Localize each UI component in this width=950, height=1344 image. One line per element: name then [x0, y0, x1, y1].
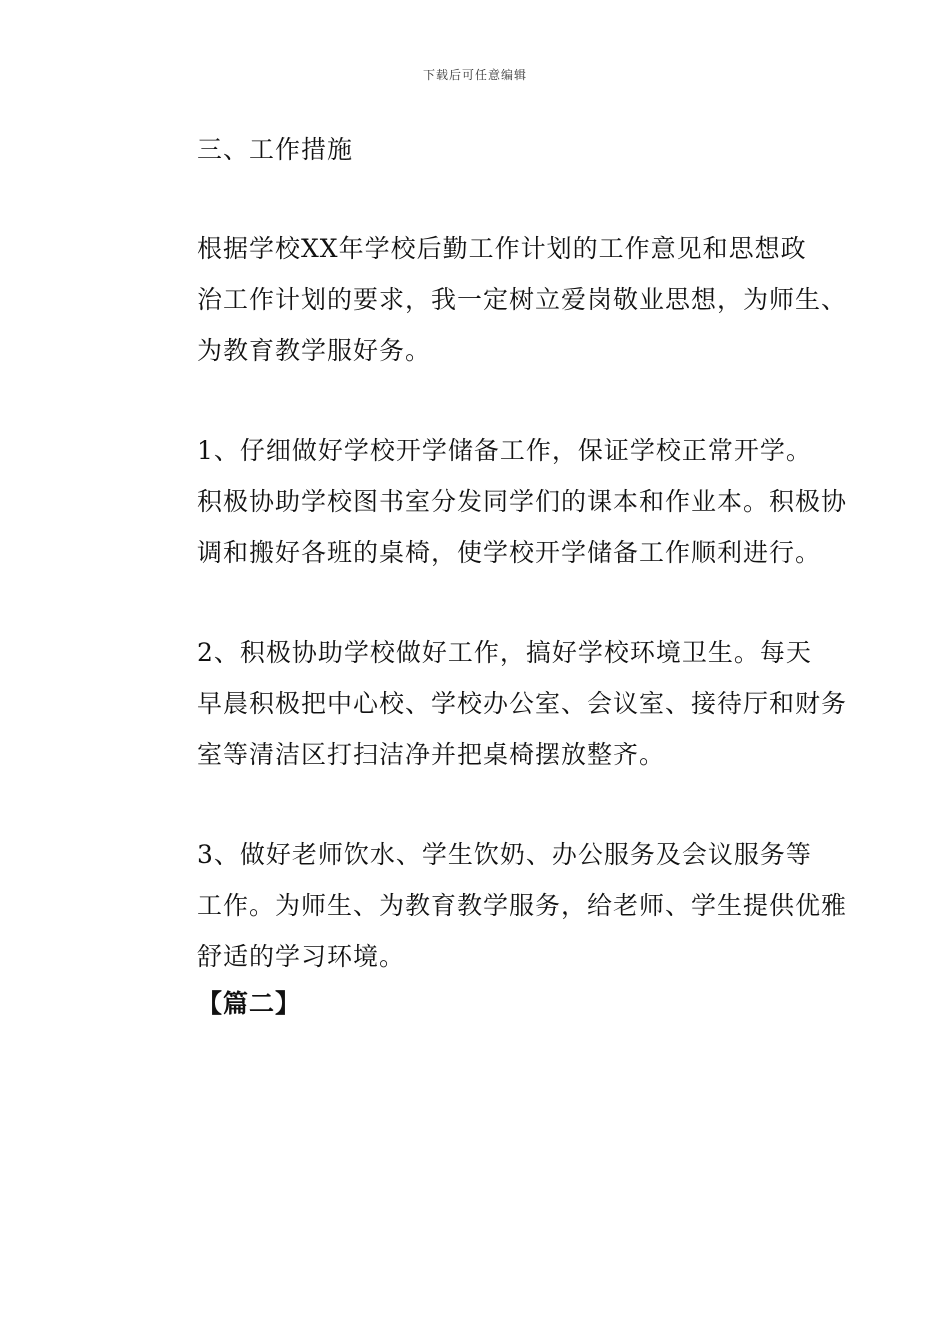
section-heading: 三、工作措施	[197, 135, 354, 164]
paragraph-line: 积极协助学校图书室分发同学们的课本和作业本。积极协	[197, 487, 848, 516]
paragraph-line: 2、积极协助学校做好工作，搞好学校环境卫生。每天	[197, 638, 812, 667]
paragraph-line: 根据学校XX年学校后勤工作计划的工作意见和思想政	[197, 234, 807, 263]
paragraph-line: 工作。为师生、为教育教学服务，给老师、学生提供优雅	[197, 891, 848, 920]
paragraph-line: 治工作计划的要求，我一定树立爱岗敬业思想，为师生、	[197, 285, 848, 314]
paragraph-item-3	[145, 829, 848, 982]
paragraph-line: 3、做好老师饮水、学生饮奶、办公服务及会议服务等	[197, 840, 812, 869]
paragraph-line: 室等清洁区打扫洁净并把桌椅摆放整齐。	[197, 740, 666, 769]
paragraph-line: 舒适的学习环境。	[197, 942, 406, 971]
paragraph-intro	[145, 223, 848, 376]
page-header-note: 下载后可任意编辑	[422, 68, 527, 82]
paragraph-line: 为教育教学服好务。	[197, 336, 432, 365]
paragraph-line: 调和搬好各班的桌椅，使学校开学储备工作顺利进行。	[197, 538, 822, 567]
paragraph-item-1	[145, 425, 848, 578]
paragraph-line: 1、仔细做好学校开学储备工作，保证学校正常开学。	[197, 436, 812, 465]
next-section-title: 【篇二】	[197, 989, 302, 1018]
paragraph-item-2	[145, 627, 848, 780]
document-body	[145, 128, 848, 1025]
paragraph-line: 早晨积极把中心校、学校办公室、会议室、接待厅和财务	[197, 689, 848, 718]
